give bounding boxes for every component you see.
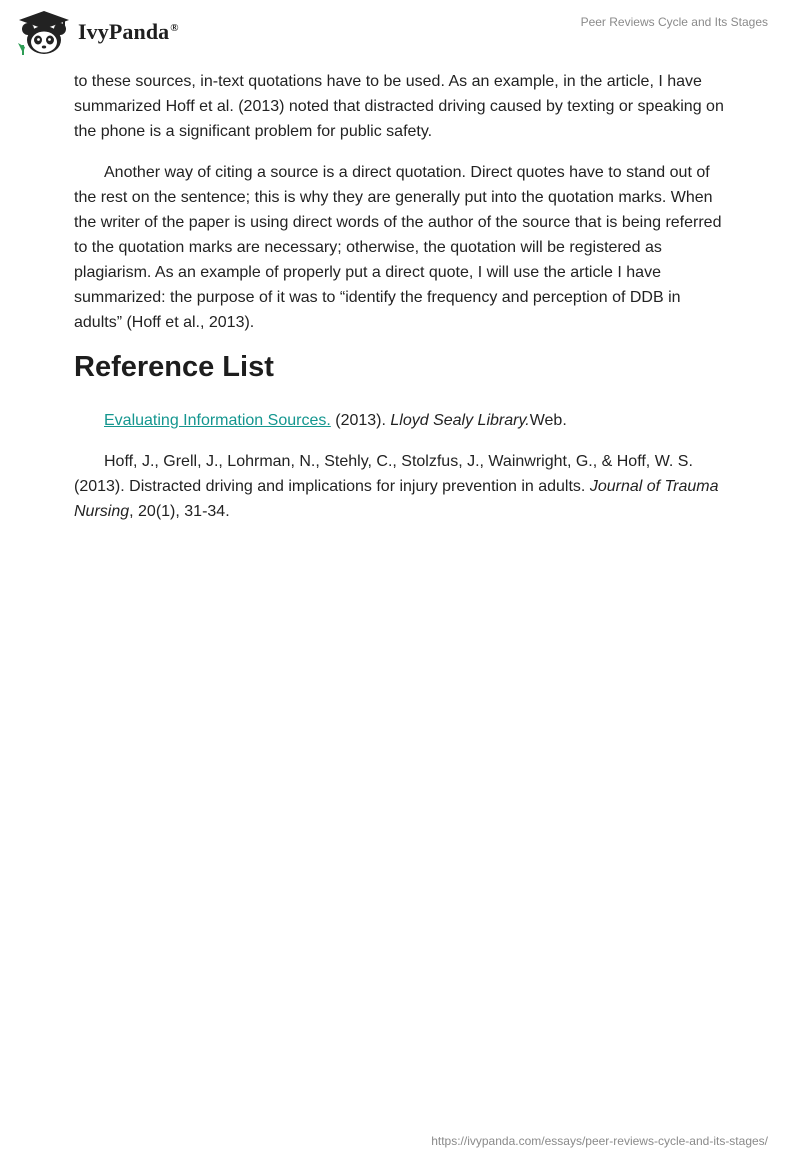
brand-name: IvyPanda® — [78, 19, 179, 44]
reference-link[interactable]: Evaluating Information Sources. — [104, 412, 331, 429]
reference-year: (2013). — [330, 412, 391, 429]
reference-suffix: , 20(1), 31-34. — [129, 503, 230, 520]
reference-item-1 — [74, 408, 726, 433]
page-header — [0, 0, 800, 66]
reference-list-heading: Reference List — [74, 351, 274, 383]
registered-mark: ® — [170, 21, 179, 34]
reference-item-2 — [74, 449, 726, 524]
reference-journal: Journal of Trauma Nursing — [74, 478, 719, 520]
footer-url: https://ivypanda.com/essays/peer-reviews-cycle-and-its-stages/ — [431, 1134, 768, 1148]
document-title: Peer Reviews Cycle and Its Stages — [580, 15, 768, 29]
reference-text: Hoff, J., Grell, J., Lohrman, N., Stehly, C., Stolzfus, J., Wainwright, G., & Hoff, W. S. (2013). Distracted driving and implications for injury prevention in adults. — [74, 453, 693, 495]
logo[interactable] — [15, 9, 179, 55]
reference-source: Lloyd Sealy Library. — [390, 412, 530, 429]
paragraph-1: to these sources, in-text quotations have to be used. As an example, in the article, I have summarized Hoff et al. (2013) noted that distracted driving caused by texting or speaking on the phone is a significant problem for public safety. — [74, 73, 724, 140]
paragraph-2: Another way of citing a source is a direct quotation. Direct quotes have to stand out of the rest on the sentence; this is why they are generally put into the quotation marks. When the writer of the paper is using direct words of the author of the source that is being referred to the quotation marks are necessary; otherwise, the quotation will be registered as plagiarism. As an example of properly put a direct quote, I will use the article I have summarized: the purpose of it was to “identify the frequency and perception of DDB in adults” (Hoff et al., 2013). — [74, 164, 722, 331]
reference-suffix: Web. — [529, 412, 567, 429]
article-content — [74, 69, 726, 540]
panda-graduate-logo-icon — [15, 9, 73, 55]
